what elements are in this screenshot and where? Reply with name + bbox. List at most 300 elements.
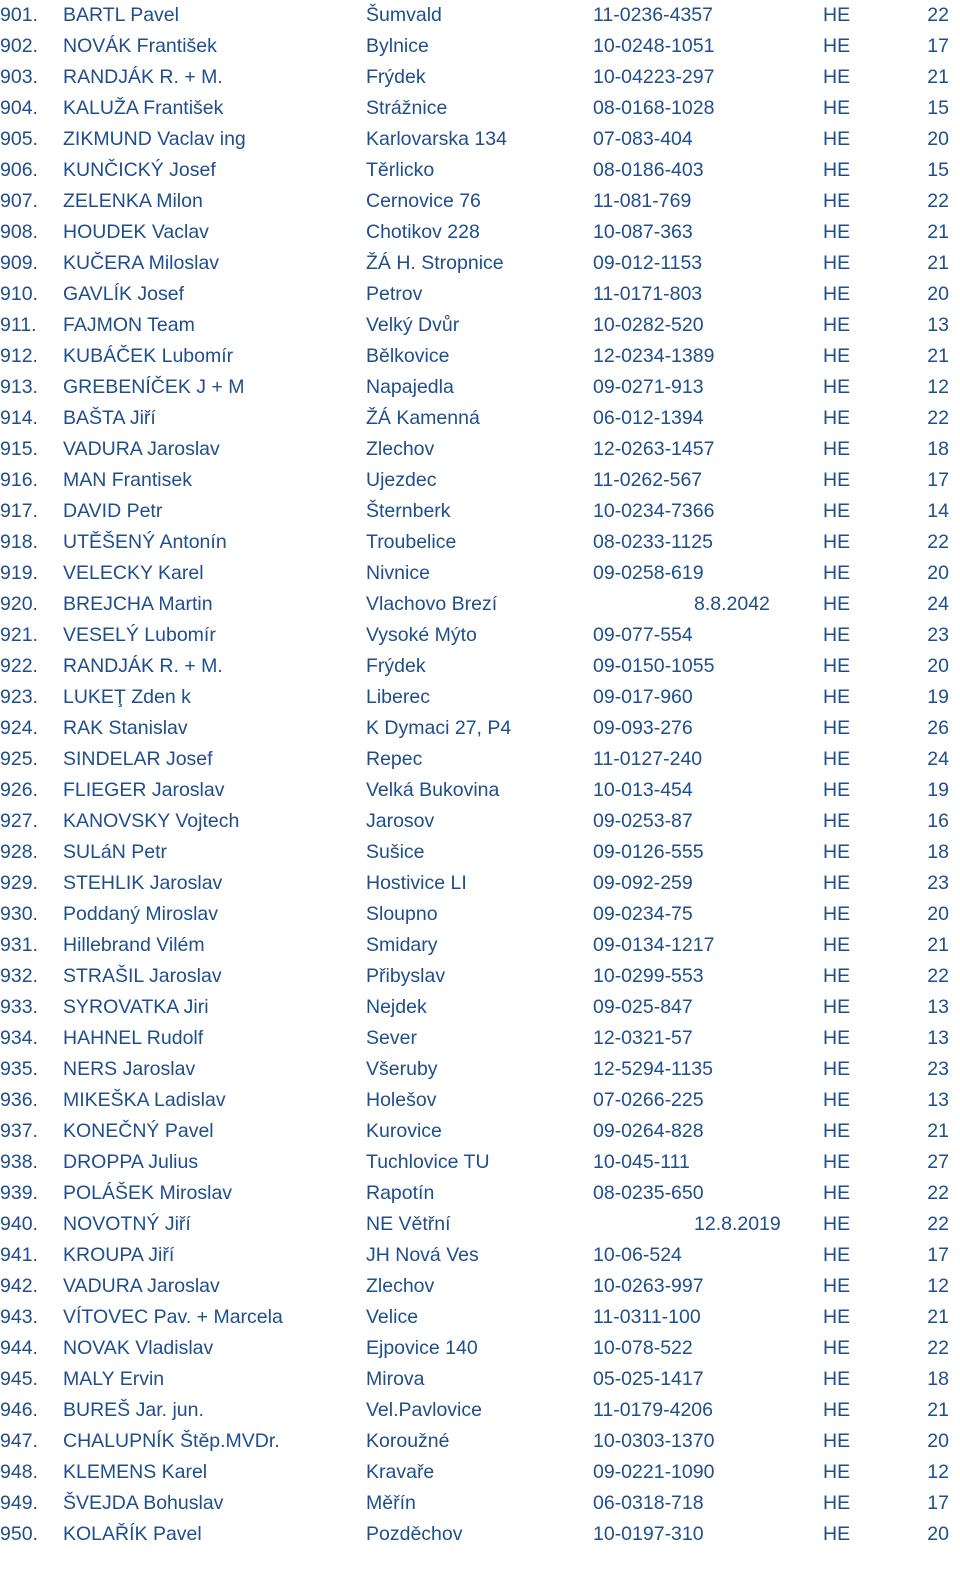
count-value: 21 [927,66,949,88]
location: Cernovice 76 [366,190,481,212]
registration-id: 10-078-522 [593,1337,693,1359]
category-code: HE [823,314,851,336]
registration-id: 09-017-960 [593,686,693,708]
count-value: 18 [927,438,949,460]
location: Frýdek [366,655,426,677]
count-value: 17 [927,1244,949,1266]
owner-name: ZIKMUND Vaclav ing [63,128,246,150]
list-item [0,93,960,124]
owner-name: MALY Ervin [63,1368,165,1390]
entry-number: 947. [0,1430,38,1452]
location: Všeruby [366,1058,438,1080]
location: NE Větřní [366,1213,451,1235]
registration-id: 10-06-524 [593,1244,682,1266]
entry-number: 932. [0,965,38,987]
category-code: HE [823,128,851,150]
category-code: HE [823,531,851,553]
registration-id: 12-5294-1135 [593,1058,713,1080]
count-value: 15 [927,159,949,181]
registration-id: 12-0234-1389 [593,345,715,367]
count-value: 24 [927,748,949,770]
location: Smidary [366,934,438,956]
category-code: HE [823,903,851,925]
entry-number: 927. [0,810,38,832]
registration-id: 10-0263-997 [593,1275,704,1297]
count-value: 18 [927,841,949,863]
registration-id: 09-025-847 [593,996,693,1018]
location: Velice [366,1306,419,1328]
count-value: 23 [927,872,949,894]
owner-name: RANDJÁK R. + M. [63,66,223,88]
list-item [0,31,960,62]
category-code: HE [823,1027,851,1049]
location: Zlechov [366,1275,435,1297]
entry-number: 904. [0,97,38,119]
registration-id: 09-0264-828 [593,1120,704,1142]
list-item [0,744,960,775]
list-item [0,1395,960,1426]
owner-name: KLEMENS Karel [63,1461,208,1483]
owner-name: KANOVSKY Vojtech [63,810,240,832]
list-item [0,837,960,868]
category-code: HE [823,1151,851,1173]
registration-id: 08-0233-1125 [593,531,713,553]
registration-id: 05-025-1417 [593,1368,704,1390]
category-code: HE [823,1337,851,1359]
entry-number: 926. [0,779,38,801]
count-value: 26 [927,717,949,739]
category-code: HE [823,35,851,57]
count-value: 22 [927,4,949,26]
owner-name: VÍTOVEC Pav. + Marcela [63,1306,283,1328]
category-code: HE [823,593,851,615]
category-code: HE [823,97,851,119]
category-code: HE [823,1182,851,1204]
owner-name: Hillebrand Vilém [63,934,205,956]
owner-name: FAJMON Team [63,314,195,336]
list-item [0,341,960,372]
owner-name: SULáN Petr [63,841,168,863]
list-item [0,0,960,31]
owner-name: BUREŠ Jar. jun. [63,1399,204,1421]
location: Vel.Pavlovice [366,1399,482,1421]
registration-id: 09-093-276 [593,717,693,739]
category-code: HE [823,965,851,987]
count-value: 20 [927,903,949,925]
list-item [0,1023,960,1054]
list-item [0,310,960,341]
list-item [0,1488,960,1519]
registration-id: 12-0321-57 [593,1027,693,1049]
count-value: 16 [927,810,949,832]
location: Šternberk [366,500,451,522]
owner-name: KUČERA Miloslav [63,252,220,274]
entry-number: 910. [0,283,38,305]
count-value: 22 [927,531,949,553]
location: Velká Bukovina [366,779,500,801]
count-value: 17 [927,35,949,57]
registration-id: 07-0266-225 [593,1089,704,1111]
registration-id: 06-012-1394 [593,407,704,429]
entry-number: 920. [0,593,38,615]
location: Sever [366,1027,417,1049]
entry-number: 950. [0,1523,38,1545]
count-value: 23 [927,1058,949,1080]
entry-number: 936. [0,1089,38,1111]
owner-name: MIKEŠKA Ladislav [63,1089,226,1111]
owner-name: NERS Jaroslav [63,1058,196,1080]
count-value: 20 [927,128,949,150]
count-value: 21 [927,1120,949,1142]
owner-name: GAVLÍK Josef [63,283,185,305]
registration-id: 09-012-1153 [593,252,703,274]
entry-number: 918. [0,531,38,553]
location: Mirova [366,1368,425,1390]
list-item [0,403,960,434]
category-code: HE [823,438,851,460]
list-item [0,1147,960,1178]
owner-name: RANDJÁK R. + M. [63,655,223,677]
location: ŽÁ Kamenná [366,407,480,429]
category-code: HE [823,872,851,894]
category-code: HE [823,1461,851,1483]
owner-name: BAŠTA Jiří [63,407,156,429]
location: Nejdek [366,996,427,1018]
list-item [0,124,960,155]
owner-name: DAVID Petr [63,500,163,522]
entry-number: 919. [0,562,38,584]
registration-id: 12.8.2019 [694,1213,781,1235]
owner-name: BREJCHA Martin [63,593,213,615]
owner-name: DROPPA Julius [63,1151,199,1173]
category-code: HE [823,1213,851,1235]
entry-number: 913. [0,376,38,398]
registration-id: 11-0236-4357 [593,4,713,26]
entry-number: 914. [0,407,38,429]
location: Těrlicko [366,159,435,181]
owner-name: ZELENKA Milon [63,190,203,212]
category-code: HE [823,1523,851,1545]
entry-number: 924. [0,717,38,739]
list-item [0,62,960,93]
count-value: 19 [927,686,949,708]
entry-number: 934. [0,1027,38,1049]
count-value: 21 [927,1399,949,1421]
registration-id: 09-0271-913 [593,376,704,398]
owner-name: KONEČNÝ Pavel [63,1120,214,1142]
list-item [0,248,960,279]
location: Troubelice [366,531,457,553]
entry-number: 930. [0,903,38,925]
registration-id: 09-0221-1090 [593,1461,715,1483]
registration-id: 12-0263-1457 [593,438,715,460]
entry-number: 935. [0,1058,38,1080]
list-item [0,775,960,806]
entry-number: 903. [0,66,38,88]
category-code: HE [823,66,851,88]
location: Zlechov [366,438,435,460]
count-value: 13 [927,996,949,1018]
entry-number: 929. [0,872,38,894]
count-value: 12 [927,1461,949,1483]
location: Přibyslav [366,965,446,987]
list-item [0,682,960,713]
owner-name: POLÁŠEK Miroslav [63,1182,233,1204]
entry-number: 911. [0,314,37,336]
count-value: 17 [927,469,949,491]
owner-name: VELECKY Karel [63,562,204,584]
list-item [0,620,960,651]
location: Vlachovo Brezí [366,593,498,615]
registration-id: 11-0311-100 [593,1306,701,1328]
owner-name: SYROVATKA Jiri [63,996,209,1018]
entry-number: 916. [0,469,38,491]
count-value: 21 [927,1306,949,1328]
category-code: HE [823,4,851,26]
list-item [0,1054,960,1085]
category-code: HE [823,1089,851,1111]
location: Vysoké Mýto [366,624,477,646]
category-code: HE [823,624,851,646]
category-code: HE [823,1306,851,1328]
location: Frýdek [366,66,426,88]
location: Tuchlovice TU [366,1151,490,1173]
owner-name: GREBENÍČEK J + M [63,376,245,398]
location: Jarosov [366,810,435,832]
entry-number: 907. [0,190,38,212]
owner-name: SINDELAR Josef [63,748,213,770]
count-value: 12 [927,1275,949,1297]
category-code: HE [823,1430,851,1452]
entry-number: 912. [0,345,38,367]
count-value: 17 [927,1492,949,1514]
list-item [0,961,960,992]
entry-number: 943. [0,1306,38,1328]
location: Bylnice [366,35,429,57]
count-value: 13 [927,1089,949,1111]
location: Koroužné [366,1430,450,1452]
list-item [0,186,960,217]
owner-name: VADURA Jaroslav [63,1275,220,1297]
owner-name: KOLAŘÍK Pavel [63,1523,202,1545]
registration-id: 08-0186-403 [593,159,704,181]
count-value: 15 [927,97,949,119]
owner-name: FLIEGER Jaroslav [63,779,225,801]
location: JH Nová Ves [366,1244,479,1266]
owner-name: CHALUPNÍK Štěp.MVDr. [63,1430,280,1452]
registration-id: 11-0179-4206 [593,1399,713,1421]
registration-id: 8.8.2042 [694,593,770,615]
category-code: HE [823,252,851,274]
owner-name: NOVOTNÝ Jiří [63,1213,191,1235]
location: Chotikov 228 [366,221,480,243]
list-item [0,1178,960,1209]
list-item [0,1333,960,1364]
registration-id: 08-0235-650 [593,1182,704,1204]
entry-number: 923. [0,686,38,708]
owner-name: STRAŠIL Jaroslav [63,965,222,987]
category-code: HE [823,1492,851,1514]
owner-name: BARTL Pavel [63,4,179,26]
category-code: HE [823,221,851,243]
list-item [0,1209,960,1240]
registration-id: 09-0126-555 [593,841,704,863]
count-value: 19 [927,779,949,801]
category-code: HE [823,1275,851,1297]
location: Rapotín [366,1182,435,1204]
count-value: 21 [927,934,949,956]
location: Sušice [366,841,425,863]
count-value: 22 [927,190,949,212]
list-item [0,1085,960,1116]
registration-id: 09-0234-75 [593,903,693,925]
owner-name: VESELÝ Lubomír [63,624,216,646]
owner-name: NOVÁK František [63,35,217,57]
entry-number: 909. [0,252,38,274]
entry-number: 922. [0,655,38,677]
location: Hostivice LI [366,872,467,894]
count-value: 21 [927,252,949,274]
category-code: HE [823,1058,851,1080]
list-item [0,1364,960,1395]
location: Kurovice [366,1120,442,1142]
list-item [0,992,960,1023]
list-item [0,868,960,899]
count-value: 20 [927,1430,949,1452]
category-code: HE [823,996,851,1018]
owner-name: KUBÁČEK Lubomír [63,345,234,367]
entry-number: 945. [0,1368,38,1390]
list-item [0,1457,960,1488]
registration-id: 11-081-769 [593,190,692,212]
list-item [0,465,960,496]
location: K Dymaci 27, P4 [366,717,512,739]
category-code: HE [823,779,851,801]
registration-id: 07-083-404 [593,128,693,150]
owner-name: HOUDEK Vaclav [63,221,209,243]
category-code: HE [823,1399,851,1421]
count-value: 20 [927,1523,949,1545]
count-value: 24 [927,593,949,615]
location: Šumvald [366,4,442,26]
registration-id: 10-0299-553 [593,965,704,987]
category-code: HE [823,934,851,956]
category-code: HE [823,407,851,429]
entry-number: 944. [0,1337,38,1359]
count-value: 13 [927,1027,949,1049]
owner-name: KROUPA Jiří [63,1244,175,1266]
registration-id: 09-0150-1055 [593,655,715,677]
entry-number: 948. [0,1461,38,1483]
count-value: 13 [927,314,949,336]
list-item [0,1116,960,1147]
location: Liberec [366,686,430,708]
list-item [0,899,960,930]
location: Repec [366,748,423,770]
list-item [0,558,960,589]
category-code: HE [823,748,851,770]
entry-number: 906. [0,159,38,181]
owner-name: LUKEŢ Zden k [63,686,191,708]
location: Ujezdec [366,469,437,491]
category-code: HE [823,686,851,708]
registration-id: 11-0262-567 [593,469,703,491]
registration-id: 10-04223-297 [593,66,715,88]
entry-number: 905. [0,128,38,150]
registration-id: 10-0248-1051 [593,35,715,57]
location: Karlovarska 134 [366,128,507,150]
owner-name: HAHNEL Rudolf [63,1027,204,1049]
owner-name: ŠVEJDA Bohuslav [63,1492,224,1514]
registration-id: 09-0134-1217 [593,934,715,956]
entry-number: 941. [0,1244,38,1266]
category-code: HE [823,500,851,522]
owner-name: MAN Frantisek [63,469,192,491]
registration-id: 09-092-259 [593,872,693,894]
owner-name: NOVAK Vladislav [63,1337,214,1359]
entry-number: 917. [0,500,38,522]
registration-id: 09-0258-619 [593,562,704,584]
list-item [0,1302,960,1333]
registration-id: 11-0171-803 [593,283,703,305]
list-item [0,1519,960,1550]
count-value: 23 [927,624,949,646]
count-value: 27 [927,1151,949,1173]
location: Petrov [366,283,423,305]
category-code: HE [823,1244,851,1266]
registration-id: 09-0253-87 [593,810,693,832]
entry-number: 937. [0,1120,38,1142]
registration-id: 10-0234-7366 [593,500,715,522]
list-item [0,279,960,310]
category-code: HE [823,1368,851,1390]
category-code: HE [823,190,851,212]
entry-number: 939. [0,1182,38,1204]
entry-number: 949. [0,1492,38,1514]
list-item [0,1271,960,1302]
category-code: HE [823,562,851,584]
list-item [0,651,960,682]
list-item [0,527,960,558]
count-value: 12 [927,376,949,398]
category-code: HE [823,655,851,677]
count-value: 22 [927,407,949,429]
registration-id: 10-045-111 [593,1151,690,1173]
count-value: 22 [927,1213,949,1235]
owner-name: VADURA Jaroslav [63,438,220,460]
location: Ejpovice 140 [366,1337,478,1359]
location: Měřín [366,1492,416,1514]
location: Holešov [366,1089,437,1111]
count-value: 21 [927,345,949,367]
list-item [0,713,960,744]
location: Nivnice [366,562,430,584]
count-value: 14 [927,500,949,522]
location: Kravaře [366,1461,435,1483]
category-code: HE [823,841,851,863]
count-value: 22 [927,1337,949,1359]
owner-name: STEHLIK Jaroslav [63,872,223,894]
count-value: 20 [927,655,949,677]
count-value: 22 [927,1182,949,1204]
count-value: 20 [927,283,949,305]
category-code: HE [823,345,851,367]
entry-number: 942. [0,1275,38,1297]
registration-id: 11-0127-240 [593,748,703,770]
location: Strážnice [366,97,448,119]
entry-number: 931. [0,934,38,956]
list-item [0,217,960,248]
